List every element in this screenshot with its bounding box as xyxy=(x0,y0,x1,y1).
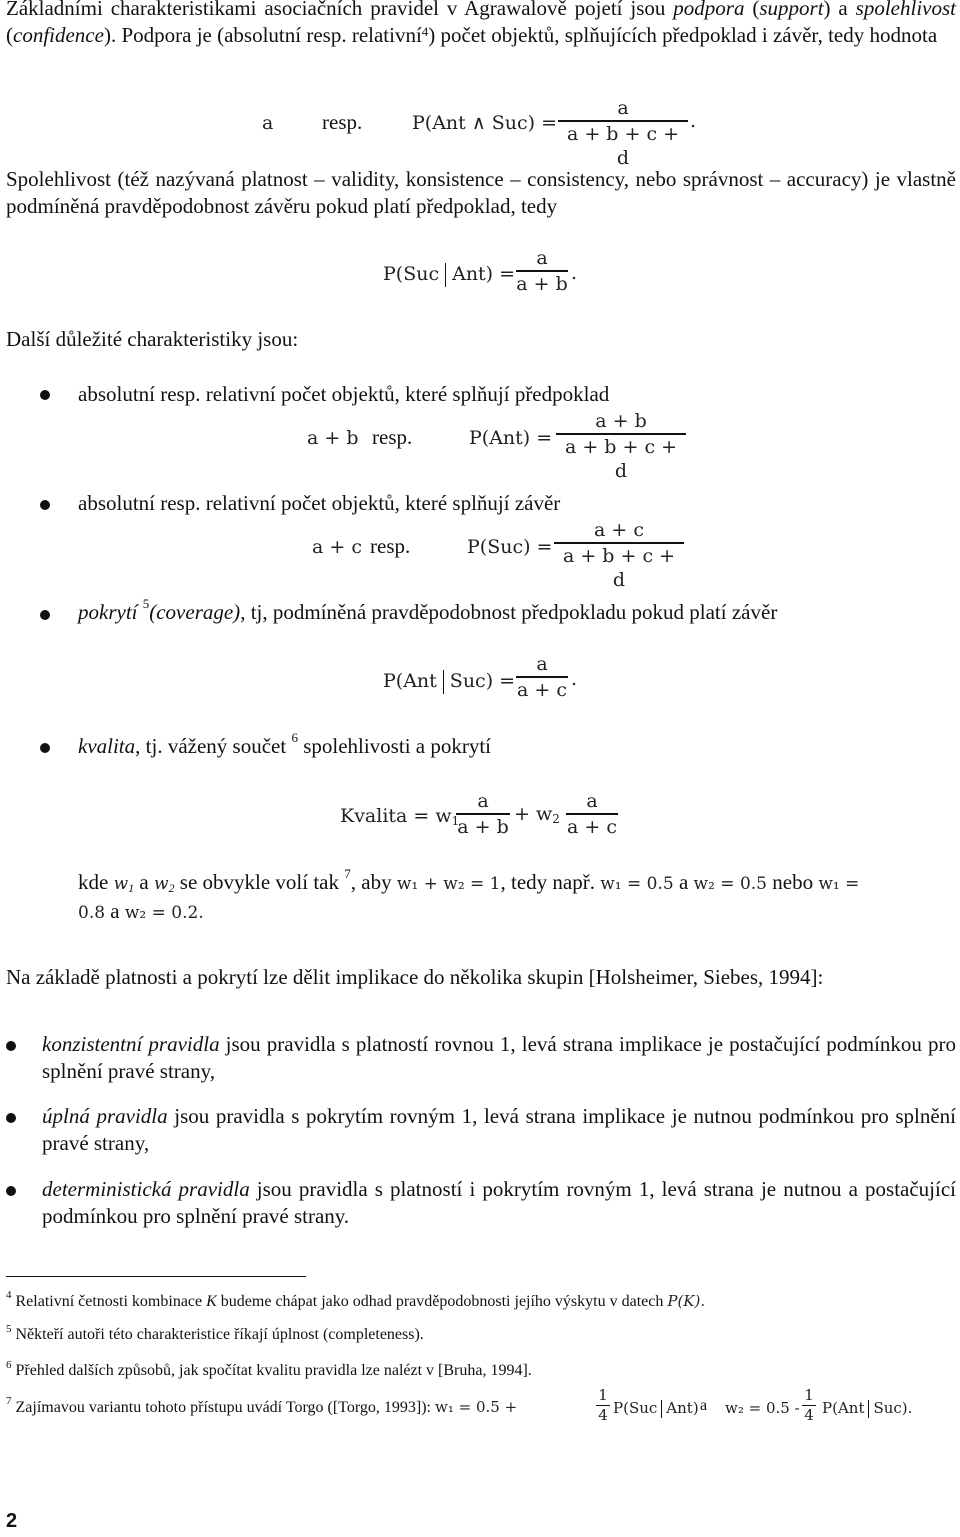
footnote-separator xyxy=(6,1276,306,1277)
bullet-dot xyxy=(40,390,50,400)
paragraph-support-intro: Základními charakteristikami asociačních pravidel v Agrawalově pojetí jsou podpora (support) a spolehlivost (confidence). Podpora je (absolutní resp. relativní$^4$) počet objektů, splňujících předpoklad i závěr, tedy hodnota xyxy=(6,0,956,47)
bullet-antecedent-count: absolutní resp. relativní počet objektů, které splňují předpoklad xyxy=(78,382,610,406)
bullet-dot xyxy=(40,610,50,620)
bullet-dot xyxy=(6,1186,16,1196)
list-item-consistent: konzistentní pravidla jsou pravidla s platností rovnou 1, levá strana implikace je postačující podmínkou pro splnění pravé strany, xyxy=(42,1032,956,1083)
heading-other-characteristics: Další důležité charakteristiky jsou: xyxy=(6,327,299,351)
bullet-quality: kvalita, tj. vážený součet $^6$ spolehlivosti a pokrytí xyxy=(78,730,492,758)
bullet-coverage: pokrytí $^5$(coverage), tj, podmíněná pravděpodobnost předpokladu pokud platí závěr xyxy=(78,596,778,624)
footnote-ref-5: 5 xyxy=(142,596,150,611)
bullet-dot xyxy=(40,743,50,753)
paragraph-confidence: Spolehlivost (též nazývaná platnost ‒ validity, konsistence ‒ consistency, nebo správnost ‒ accuracy) je vlastně podmíněná pravděpodobnost závěru pokud platí předpoklad, tedy xyxy=(6,167,956,218)
paragraph-classification: Na základě platnosti a pokrytí lze dělit implikace do několika skupin [Holsheimer, Siebes, 1994]: xyxy=(6,965,824,989)
list-item-complete: úplná pravidla jsou pravidla s pokrytím rovným 1, levá strana implikace je nutnou podmínkou pro splnění pravé strany, xyxy=(42,1104,957,1155)
bullet-succedent-count: absolutní resp. relativní počet objektů, které splňují závěr xyxy=(78,491,561,515)
page-number: 2 xyxy=(6,1510,18,1532)
bullet-dot xyxy=(40,500,50,510)
footnote-6: $^6$ Přehled dalších způsobů, jak spočítat kvalitu pravidla lze nalézt v [Bruha, 1994]. xyxy=(6,1359,532,1379)
footnote-5: $^5$ Někteří autoři této charakteristice říkají úplnost (completeness). xyxy=(6,1323,424,1343)
bullet-dot xyxy=(6,1113,16,1123)
paragraph-weights-cont: 0.8 a w₂ = 0.2. xyxy=(78,899,204,923)
bullet-dot xyxy=(6,1041,16,1051)
list-item-deterministic: deterministická pravidla jsou pravidla s platností i pokrytím rovným 1, levá strana je nutnou a postačující podmínkou pro splnění pravé strany. xyxy=(42,1177,956,1228)
footnote-ref-4: 4 xyxy=(421,24,429,39)
paragraph-weights: kde $w_1$ a $w_2$ se obvykle volí tak $^7$, aby w₁ + w₂ = 1, tedy např. w₁ = 0.5 a w₂ = 0.5 nebo w₁ = xyxy=(78,866,860,895)
footnote-ref-7: 7 xyxy=(344,866,351,881)
footnote-ref-6: 6 xyxy=(291,730,298,745)
footnote-4: $^4$ Relativní četnosti kombinace K budeme chápat jako odhad pravděpodobnosti jejího výskytu v datech P(K). xyxy=(6,1289,706,1310)
